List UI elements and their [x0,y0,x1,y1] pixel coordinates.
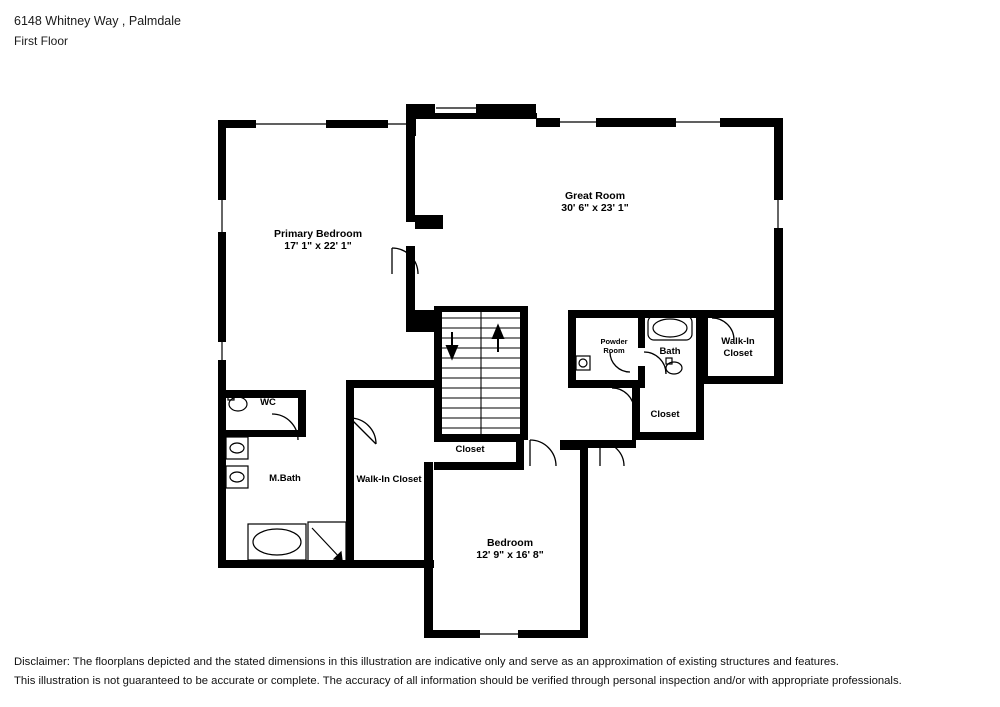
shower-master [308,522,346,566]
room-label-wc: WC [260,397,276,408]
disclaimer-line-1: Disclaimer: The floorplans depicted and the stated dimensions in this illustration are indicative only and serve as an approximation of existing structures and features. [14,656,839,668]
room-label-primary-bedroom: Primary Bedroom 17' 1" x 22' 1" [273,228,363,252]
powder-fixtures [576,356,590,370]
room-label-walk-in-closet-right: Walk-In Closet [721,336,755,359]
room-label-great-room: Great Room 30' 6" x 23' 1" [561,190,629,214]
floor-label: First Floor [14,34,68,48]
vanity-sinks [226,437,248,488]
room-label-powder-room: Powder Room [600,337,628,355]
room-label-closet-center: Closet [455,444,485,455]
disclaimer-line-2: This illustration is not guaranteed to be accurate or complete. The accuracy of all information should be verified through personal inspection and/or with appropriate professionals. [14,675,902,687]
toilet-hall [666,358,682,374]
property-address: 6148 Whitney Way , Palmdale [14,14,181,28]
bathtub-master [248,524,306,560]
room-label-master-bath: M.Bath [269,473,301,484]
room-label-bath: Bath [659,346,681,357]
bathtub-hall [648,316,692,340]
room-label-bedroom: Bedroom 12' 9" x 16' 8" [476,537,544,561]
disclaimer-text [14,653,914,691]
staircase [442,312,520,434]
room-label-walk-in-closet-left: Walk-In Closet [356,474,422,485]
room-label-closet-right: Closet [650,409,680,420]
